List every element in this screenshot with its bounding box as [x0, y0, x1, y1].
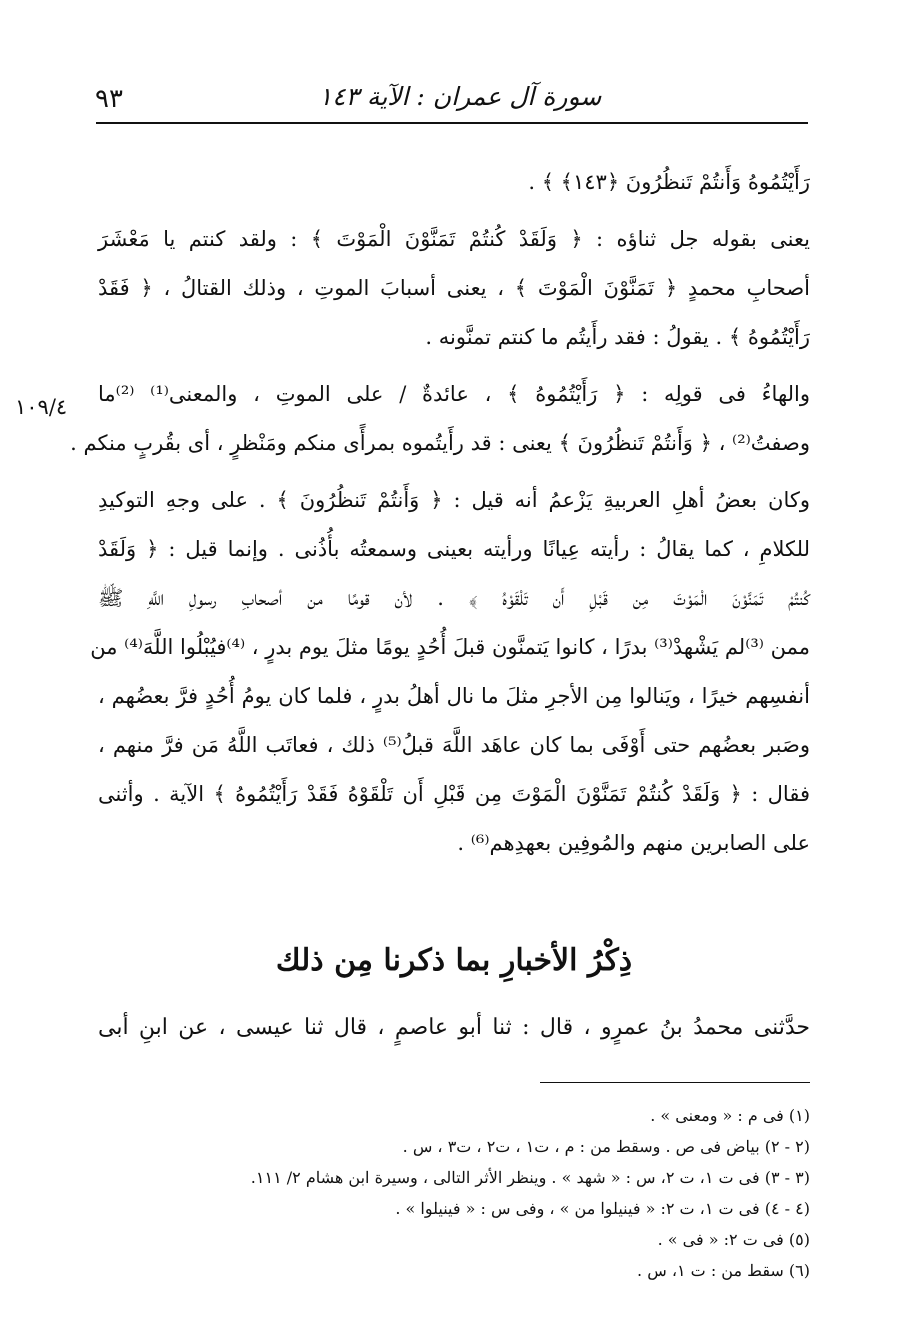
body-line: على الصابرين منهم والمُوفِين بعهدِهم⁽⁶⁾ . — [457, 831, 810, 855]
body-line: كُنتُمْ تَمَنَّوْنَ الْمَوْتَ مِن قَبْلِ أَن تَلْقَوْهُ ﴾ . لأن قومًا من أصحابِ رسولِ اللَّهِ ﷺ — [98, 586, 810, 610]
running-title: سورة آل عمران : الآية ١٤٣ — [318, 82, 602, 111]
footnote: (٤ - ٤) فى ت ١، ت ٢: « فينيلوا من » ، وفى س : « فينيلوا » . — [395, 1199, 810, 1218]
body-line: وصفتُ⁽²⁾ ، ﴿ وَأَنتُمْ تَنظُرُونَ ﴾ يعنى : قد رأَيتُموه بمرأًى منكم ومَنْظرٍ ، أى بقُربٍ منكم . — [70, 431, 810, 455]
margin-reference: ١٠٩/٤ — [15, 395, 68, 419]
body-line: يعنى بقوله جل ثناؤه : ﴿ وَلَقَدْ كُنتُمْ تَمَنَّوْنَ الْمَوْتَ ﴾ : ولقد كنتم يا مَعْشَرَ — [98, 227, 810, 251]
body-line: للكلامِ ، كما يقالُ : رأيته عِيانًا ورأيته بعينى وسمعتُه بأُذُنى . وإنما قيل : ﴿ وَلَقَدْ — [98, 537, 810, 561]
body-line: ممن ⁽³⁾لم يَشْهدْ⁽³⁾ بدرًا ، كانوا يَتمنَّون قبلَ أُحُدٍ يومًا مثلَ يوم بدرٍ ، ⁽⁴⁾فيُبْلُوا اللَّهَ⁽⁴⁾ من — [90, 635, 810, 659]
body-line: أنفسِهم خيرًا ، ويَنالوا مِن الأجرِ مثلَ ما نال أهلُ بدرٍ ، فلما كان يومُ أُحُدٍ فرَّ بعضُهم ، — [98, 684, 810, 708]
page-number: ٩٣ — [95, 84, 123, 114]
section-heading: ذِكْرُ الأخبارِ بما ذكرنا مِن ذلك — [275, 943, 633, 978]
footnotes — [98, 1100, 810, 1286]
body-line: رَأَيْتُمُوهُ وَأَنتُمْ تَنظُرُونَ ﴿١٤٣﴾ ﴾ . — [528, 170, 810, 194]
footnote-rule — [540, 1082, 810, 1083]
footnote: (٢ - ٢) بياض فى ص . وسقط من : م ، ت١ ، ت٢ ، ت٣ ، س . — [402, 1137, 810, 1156]
body-line: وصَبر بعضُهم حتى أَوْفَى بما كان عاهَد اللَّهَ قبلُ⁽⁵⁾ ذلك ، فعاتَب اللَّهُ مَن فرَّ منهم ، — [98, 733, 810, 757]
footnote: (٦) سقط من : ت ١، س . — [637, 1261, 810, 1280]
footnote: (١) فى م : « ومعنى » . — [650, 1106, 810, 1125]
footnote: (٣ - ٣) فى ت ١، ت ٢، س : « شهد » . وينظر الأثر التالى ، وسيرة ابن هشام ٢/ ١١١. — [250, 1168, 810, 1187]
body-line: رَأَيْتُمُوهُ ﴾ . يقولُ : فقد رأَيتُم ما كنتم تمنَّونه . — [425, 325, 810, 349]
body-line: أصحابِ محمدٍ ﴿ تَمَنَّوْنَ الْمَوْتَ ﴾ ، يعنى أسبابَ الموتِ ، وذلك القتالُ ، ﴿ فَقَدْ — [98, 276, 810, 300]
body-text — [70, 158, 811, 868]
header-rule — [96, 122, 808, 124]
footnote: (٥) فى ت ٢: « فى » . — [657, 1230, 810, 1249]
body-line: فقال : ﴿ وَلَقَدْ كُنتُمْ تَمَنَّوْنَ الْمَوْتَ مِن قَبْلِ أَن تَلْقَوْهُ فَقَدْ رَأَيْتُمُوهُ ﴾ الآية . وأثنى — [98, 782, 810, 806]
body-line: حدَّثنى محمدُ بنُ عمرٍو ، قال : ثنا أبو عاصمٍ ، قال ثنا عيسى ، عن ابنِ أبى — [98, 1015, 810, 1040]
body-line: والهاءُ فى قولِه : ﴿ رَأَيْتُمُوهُ ﴾ ، عائدةٌ / على الموتِ ، والمعنى⁽¹⁾ ⁽²⁾ما — [98, 382, 811, 406]
body-line: وكان بعضُ أهلِ العربيةِ يَزْعمُ أنه قيل : ﴿ وَأَنتُمْ تَنظُرُونَ ﴾ . على وجهِ التوكيدِ — [98, 488, 810, 512]
